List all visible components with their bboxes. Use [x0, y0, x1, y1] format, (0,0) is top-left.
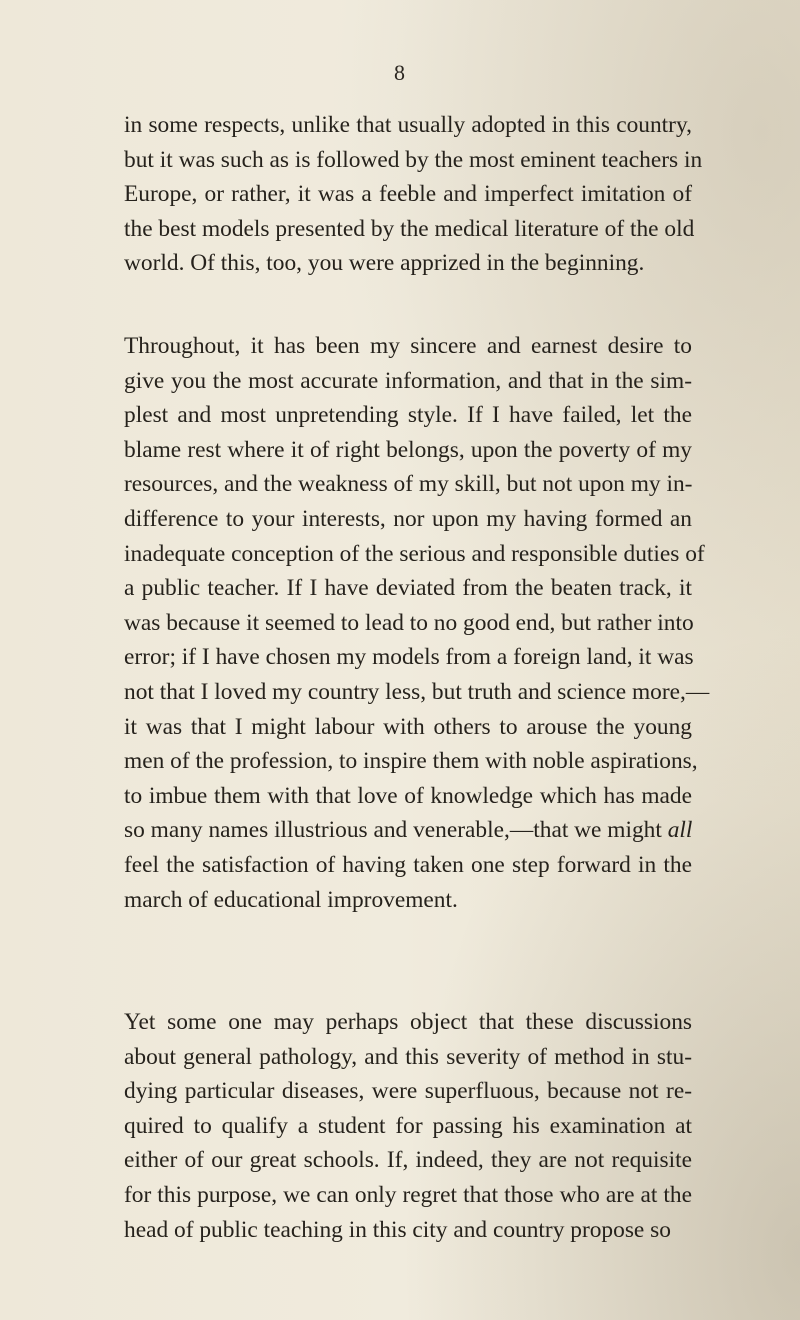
text-line: resources, and the weakness of my skill, but not upon my in- — [124, 471, 693, 498]
text-line: give you the most accurate information, and that in the sim- — [124, 367, 692, 394]
text-line: feel the satisfaction of having taken one step forward in the — [124, 851, 692, 878]
text-line: dying particular diseases, were superfluous, because not re- — [124, 1078, 692, 1105]
text-line: not that I loved my country less, but truth and science more,— — [124, 678, 710, 705]
text-line: it was that I might labour with others to arouse the young — [124, 713, 692, 740]
text-line-with-italic: so many names illustrious and venerable,—that we might all — [124, 817, 693, 844]
text-line: quired to qualify a student for passing his examination at — [124, 1112, 692, 1139]
text-line: the best models presented by the medical literature of the old — [124, 215, 695, 242]
text-line: Throughout, it has been my sincere and earnest desire to — [124, 333, 692, 359]
text-line: to imbue them with that love of knowledge which has made — [124, 782, 692, 809]
text-line: plest and most unpretending style. If I have failed, let the — [124, 402, 692, 429]
text-line: men of the profession, to inspire them with noble aspirations, — [124, 748, 698, 775]
text-line: but it was such as is followed by the most eminent teachers in — [124, 146, 703, 173]
page-number: 8 — [394, 60, 406, 85]
text-line: a public teacher. If I have deviated from the beaten track, it — [124, 575, 692, 602]
text-line: for this purpose, we can only regret that those who are at the — [124, 1181, 692, 1208]
paragraph-3 — [124, 1005, 692, 1247]
text-line: error; if I have chosen my models from a foreign land, it was — [124, 644, 694, 671]
text-line: inadequate conception of the serious and responsible duties of — [124, 540, 705, 567]
paragraph-1 — [124, 108, 703, 281]
italic-word: all — [667, 817, 693, 844]
text-line: world. Of this, too, you were apprized in the beginning. — [124, 250, 645, 277]
text-line: was because it seemed to lead to no good end, but rather into — [124, 609, 694, 636]
text-line: either of our great schools. If, indeed, they are not requisite — [124, 1147, 692, 1174]
text-line: Europe, or rather, it was a feeble and imperfect imitation of — [124, 181, 692, 208]
text-line: head of public teaching in this city and country propose so — [124, 1216, 671, 1243]
text-line: in some respects, unlike that usually adopted in this country, — [124, 112, 692, 138]
text-line: difference to your interests, nor upon my having formed an — [124, 505, 692, 532]
paragraph-2 — [124, 329, 710, 917]
text-line: blame rest where it of right belongs, upon the poverty of my — [124, 436, 692, 463]
text-line: march of educational improvement. — [124, 886, 458, 913]
text-line: about general pathology, and this severity of method in stu- — [124, 1043, 692, 1070]
text-line: Yet some one may perhaps object that these discussions — [124, 1009, 692, 1035]
